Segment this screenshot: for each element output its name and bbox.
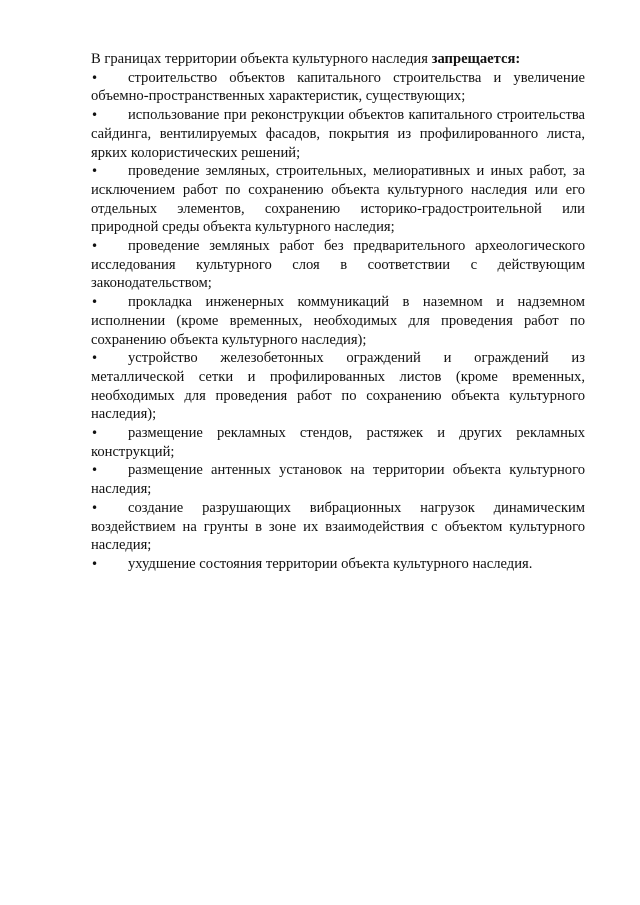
list-item-text: проведение земляных, строительных, мелиоративных и иных работ, за исключением работ по сохранению объекта культурного наследия или его отдельных элементов, сохранению историко-градостроительной или природной среды объекта культурного наследия; — [91, 163, 585, 236]
list-item — [91, 106, 585, 162]
bullet-icon: • — [91, 108, 99, 123]
bullet-icon: • — [91, 556, 99, 571]
list-item-text: размещение антенных установок на территории объекта культурного наследия; — [91, 462, 585, 498]
list-item-text: использование при реконструкции объектов капитального строительства сайдинга, вентилируемых фасадов, покрытия из профилированного листа, ярких колористических решений; — [91, 107, 585, 161]
intro-paragraph — [91, 50, 585, 69]
bullet-icon: • — [91, 351, 99, 366]
list-item — [91, 555, 585, 574]
bullet-icon: • — [91, 500, 99, 515]
prohibitions-list — [91, 69, 585, 574]
list-item — [91, 293, 585, 349]
intro-text: В границах территории объекта культурного наследия — [91, 51, 432, 67]
list-item — [91, 499, 585, 555]
bullet-icon: • — [91, 164, 99, 179]
list-item — [91, 424, 585, 461]
list-item — [91, 69, 585, 106]
list-item — [91, 237, 585, 293]
document-page — [91, 50, 585, 574]
list-item — [91, 461, 585, 498]
bullet-icon: • — [91, 426, 99, 441]
bullet-icon: • — [91, 70, 99, 85]
intro-emphasis: запрещается: — [431, 51, 521, 67]
bullet-icon: • — [91, 239, 99, 254]
list-item — [91, 162, 585, 237]
list-item-text: создание разрушающих вибрационных нагрузок динамическим воздействием на грунты в зоне их взаимодействия с объектом культурного наследия; — [91, 499, 585, 554]
list-item-text: прокладка инженерных коммуникаций в наземном и надземном исполнении (кроме временных, необходимых для проведения работ по сохранению объекта культурного наследия); — [91, 294, 585, 348]
list-item-text: размещение рекламных стендов, растяжек и других рекламных конструкций; — [91, 425, 585, 460]
bullet-icon: • — [91, 295, 99, 310]
list-item-text: устройство железобетонных ограждений и ограждений из металлической сетки и профилированных листов (кроме временных, необходимых для проведения работ по сохранению объекта культурного наследия); — [91, 350, 585, 423]
list-item-text: строительство объектов капитального строительства и увеличение объемно-пространственных характеристик, существующих; — [91, 69, 585, 105]
list-item-text: ухудшение состояния территории объекта культурного наследия. — [128, 555, 533, 572]
list-item — [91, 349, 585, 424]
bullet-icon: • — [91, 463, 99, 478]
list-item-text: проведение земляных работ без предварительного археологического исследования культурного слоя в соответствии с действующим законодательством; — [91, 238, 585, 292]
